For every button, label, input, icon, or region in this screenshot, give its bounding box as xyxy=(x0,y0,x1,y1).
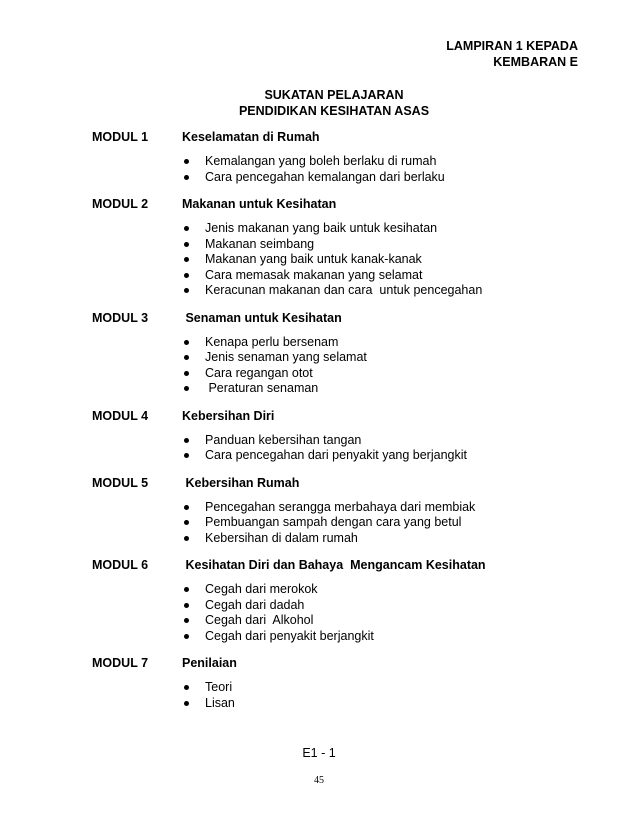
module-topic-list xyxy=(92,582,592,644)
module-topic-list xyxy=(92,335,592,397)
list-item xyxy=(182,613,592,629)
module-code: MODUL 2 xyxy=(92,197,149,211)
bullet-icon xyxy=(184,386,189,391)
list-item xyxy=(182,221,592,237)
document-title-line2: PENDIDIKAN KESIHATAN ASAS xyxy=(238,104,430,118)
list-item xyxy=(182,448,592,464)
module-list xyxy=(92,128,592,721)
module-heading xyxy=(92,407,592,425)
module-heading xyxy=(92,474,592,492)
bullet-icon xyxy=(184,634,189,639)
module-section xyxy=(92,654,592,711)
list-item-text: Cara memasak makanan yang selamat xyxy=(205,267,423,282)
module-code: MODUL 6 xyxy=(92,558,149,572)
list-item-text: Cara pencegahan kemalangan dari berlaku xyxy=(205,169,445,184)
list-item xyxy=(182,350,592,366)
list-item xyxy=(182,582,592,598)
list-item-text: Cegah dari Alkohol xyxy=(205,613,314,627)
bullet-icon xyxy=(184,371,189,376)
list-item xyxy=(182,170,592,186)
list-item xyxy=(182,680,592,696)
module-heading xyxy=(92,654,592,672)
bullet-icon xyxy=(184,438,189,443)
list-item-text: Kemalangan yang boleh berlaku di rumah xyxy=(205,154,437,168)
bullet-icon xyxy=(184,340,189,345)
list-item xyxy=(182,696,592,712)
module-code: MODUL 7 xyxy=(92,656,149,670)
module-section xyxy=(92,407,592,464)
document-title-line1: SUKATAN PELAJARAN xyxy=(264,88,404,102)
list-item xyxy=(182,598,592,614)
module-section xyxy=(92,128,592,185)
list-item xyxy=(182,515,592,531)
page-number: 45 xyxy=(314,775,324,786)
module-title: Keselamatan di Rumah xyxy=(182,130,320,144)
module-section xyxy=(92,309,592,397)
list-item xyxy=(182,252,592,268)
module-section xyxy=(92,195,592,299)
module-title: Senaman untuk Kesihatan xyxy=(182,310,342,325)
module-heading xyxy=(92,195,592,213)
bullet-icon xyxy=(184,685,189,690)
module-topic-list xyxy=(92,680,592,711)
list-item-text: Cegah dari dadah xyxy=(205,597,305,612)
module-code: MODUL 3 xyxy=(92,310,149,325)
module-topic-list xyxy=(92,154,592,185)
module-heading xyxy=(92,556,592,574)
bullet-icon xyxy=(184,226,189,231)
list-item xyxy=(182,237,592,253)
list-item xyxy=(182,268,592,284)
bullet-icon xyxy=(184,618,189,623)
module-code: MODUL 1 xyxy=(92,130,149,144)
list-item xyxy=(182,335,592,351)
bullet-icon xyxy=(184,273,189,278)
list-item-text: Teori xyxy=(205,680,233,694)
module-title: Kebersihan Rumah xyxy=(182,475,300,490)
document-title xyxy=(0,87,638,119)
bullet-icon xyxy=(184,242,189,247)
list-item-text: Cara regangan otot xyxy=(205,365,313,380)
list-item-text: Jenis senaman yang selamat xyxy=(205,350,367,364)
module-code: MODUL 5 xyxy=(92,475,149,490)
bullet-icon xyxy=(184,603,189,608)
list-item xyxy=(182,629,592,645)
list-item-text: Pencegahan serangga merbahaya dari membiak xyxy=(205,499,476,514)
section-page-code: E1 - 1 xyxy=(302,746,336,760)
bullet-icon xyxy=(184,175,189,180)
module-title: Makanan untuk Kesihatan xyxy=(182,197,337,211)
module-heading xyxy=(92,309,592,327)
list-item xyxy=(182,366,592,382)
attachment-header-line1: LAMPIRAN 1 KEPADA xyxy=(446,39,578,53)
list-item-text: Kebersihan di dalam rumah xyxy=(205,530,358,545)
bullet-icon xyxy=(184,587,189,592)
bullet-icon xyxy=(184,536,189,541)
module-topic-list xyxy=(92,433,592,464)
list-item xyxy=(182,154,592,170)
bullet-icon xyxy=(184,453,189,458)
module-title: Kebersihan Diri xyxy=(182,408,275,423)
bullet-icon xyxy=(184,520,189,525)
list-item-text: Panduan kebersihan tangan xyxy=(205,432,362,447)
bullet-icon xyxy=(184,288,189,293)
module-code: MODUL 4 xyxy=(92,408,149,423)
list-item xyxy=(182,531,592,547)
list-item xyxy=(182,283,592,299)
list-item xyxy=(182,381,592,397)
module-topic-list xyxy=(92,500,592,547)
list-item-text: Peraturan senaman xyxy=(205,381,319,395)
list-item-text: Pembuangan sampah dengan cara yang betul xyxy=(205,515,462,529)
module-title: Penilaian xyxy=(182,656,237,670)
module-section xyxy=(92,556,592,644)
module-title: Kesihatan Diri dan Bahaya Mengancam Kesihatan xyxy=(182,558,486,572)
list-item-text: Kenapa perlu bersenam xyxy=(205,334,339,349)
list-item-text: Keracunan makanan dan cara untuk pencegahan xyxy=(205,283,483,297)
list-item-text: Cegah dari penyakit berjangkit xyxy=(205,628,374,643)
list-item-text: Lisan xyxy=(205,695,235,710)
module-heading xyxy=(92,128,592,146)
list-item-text: Makanan seimbang xyxy=(205,236,315,251)
bullet-icon xyxy=(184,159,189,164)
list-item-text: Makanan yang baik untuk kanak-kanak xyxy=(205,252,422,266)
bullet-icon xyxy=(184,701,189,706)
list-item-text: Cara pencegahan dari penyakit yang berjangkit xyxy=(205,448,467,462)
list-item-text: Cegah dari merokok xyxy=(205,582,318,596)
list-item xyxy=(182,500,592,516)
list-item xyxy=(182,433,592,449)
attachment-header xyxy=(446,38,578,70)
module-section xyxy=(92,474,592,547)
attachment-header-line2: KEMBARAN E xyxy=(493,55,578,69)
module-topic-list xyxy=(92,221,592,299)
bullet-icon xyxy=(184,355,189,360)
list-item-text: Jenis makanan yang baik untuk kesihatan xyxy=(205,221,438,235)
bullet-icon xyxy=(184,505,189,510)
bullet-icon xyxy=(184,257,189,262)
